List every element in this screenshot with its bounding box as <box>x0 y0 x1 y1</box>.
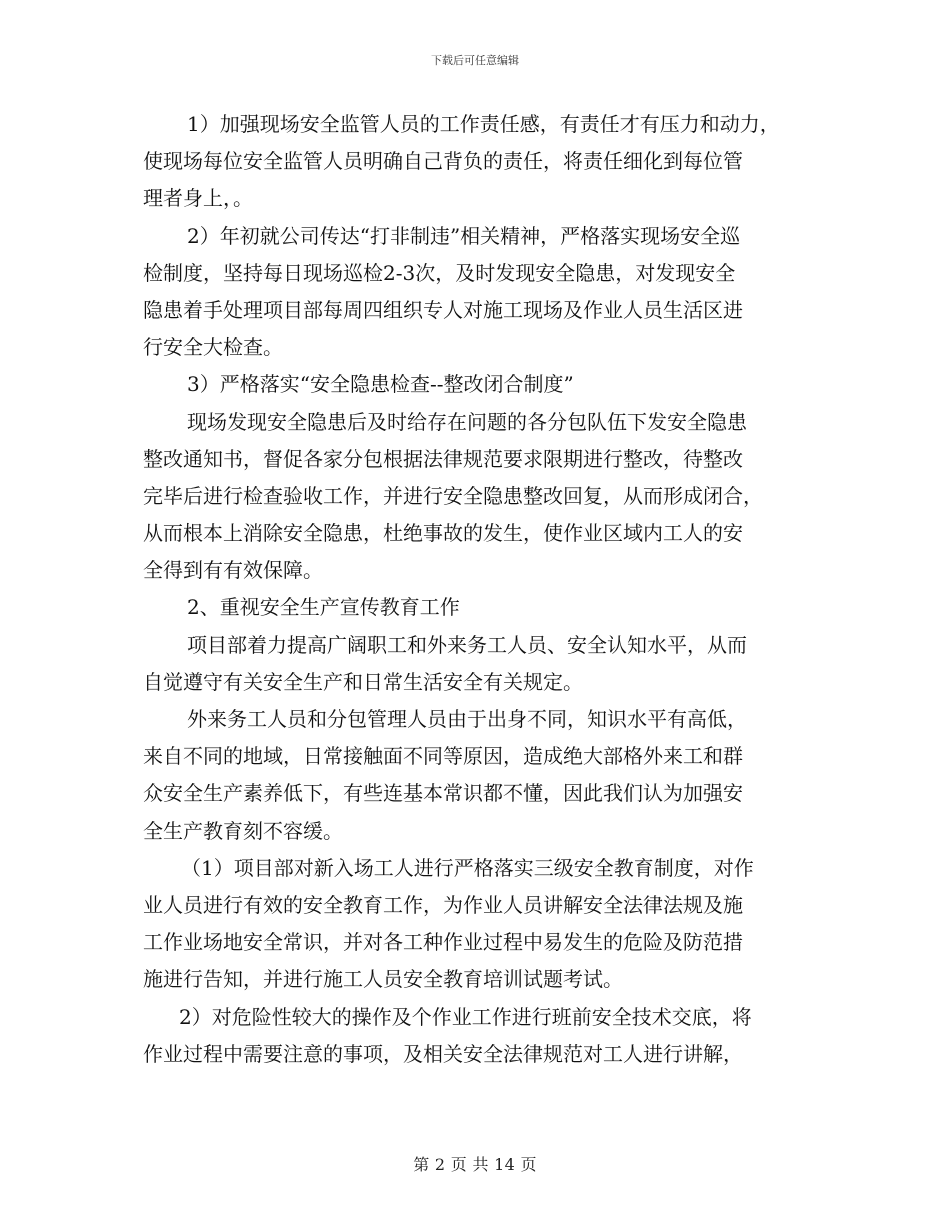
text-line: 作业过程中需要注意的事项，及相关安全法律规范对工人进行讲解， <box>143 1041 743 1066</box>
text-line: 2）对危险性较大的操作及个作业工作进行班前安全技术交底，将 <box>179 1004 752 1029</box>
text-line: 全生产教育刻不容缓。 <box>143 818 343 843</box>
text-line: （1）项目部对新入场工人进行严格落实三级安全教育制度，对作 <box>181 855 754 880</box>
text-line: 现场发现安全隐患后及时给存在问题的各分包队伍下发安全隐患 <box>187 409 747 434</box>
text-line: 工作业场地安全常识，并对各工种作业过程中易发生的危险及防范措 <box>143 930 743 955</box>
text-line: 行安全大检查。 <box>143 335 283 360</box>
text-line: 隐患着手处理项目部每周四组织专人对施工现场及作业人员生活区进 <box>143 297 743 322</box>
text-line: 外来务工人员和分包管理人员由于出身不同，知识水平有高低， <box>187 707 747 731</box>
text-line: 从而根本上消除安全隐患，杜绝事故的发生，使作业区域内工人的安 <box>143 521 743 546</box>
text-line: 众安全生产素养低下，有些连基本常识都不懂，因此我们认为加强安 <box>143 781 743 806</box>
page-header: 下载后可任意编辑 <box>431 54 519 67</box>
text-line: 1）加强现场安全监管人员的工作责任感，有责任才有压力和动力， <box>187 112 780 136</box>
text-line: 整改通知书，督促各家分包根据法律规范要求限期进行整改，待整改 <box>143 446 743 471</box>
text-line: 3）严格落实“安全隐患检查--整改闭合制度” <box>187 372 574 397</box>
text-line: 项目部着力提高广阔职工和外来务工人员、安全认知水平，从而 <box>187 632 747 657</box>
text-line: 施进行告知，并进行施工人员安全教育培训试题考试。 <box>143 967 623 992</box>
text-line: 2）年初就公司传达“打非制违”相关精神，严格落实现场安全巡 <box>187 223 741 248</box>
text-line: 业人员进行有效的安全教育工作，为作业人员讲解安全法律法规及施 <box>143 892 743 917</box>
section-heading: 2、重视安全生产宣传教育工作 <box>187 595 460 620</box>
text-line: 检制度，坚持每日现场巡检2-3次，及时发现安全隐患，对发现安全 <box>143 260 736 285</box>
text-line: 完毕后进行检查验收工作，并进行安全隐患整改回复，从而形成闭合， <box>143 483 763 508</box>
document-body <box>143 106 823 1073</box>
page-number: 第 2 页 共 14 页 <box>413 1155 537 1174</box>
text-line: 来自不同的地域，日常接触面不同等原因，造成绝大部格外来工和群 <box>143 744 743 769</box>
text-line: 理者身上，。 <box>143 186 253 211</box>
text-line: 全得到有有效保障。 <box>143 558 323 583</box>
text-line: 自觉遵守有关安全生产和日常生活安全有关规定。 <box>143 669 583 694</box>
text-line: 使现场每位安全监管人员明确自己背负的责任，将责任细化到每位管 <box>143 149 743 174</box>
